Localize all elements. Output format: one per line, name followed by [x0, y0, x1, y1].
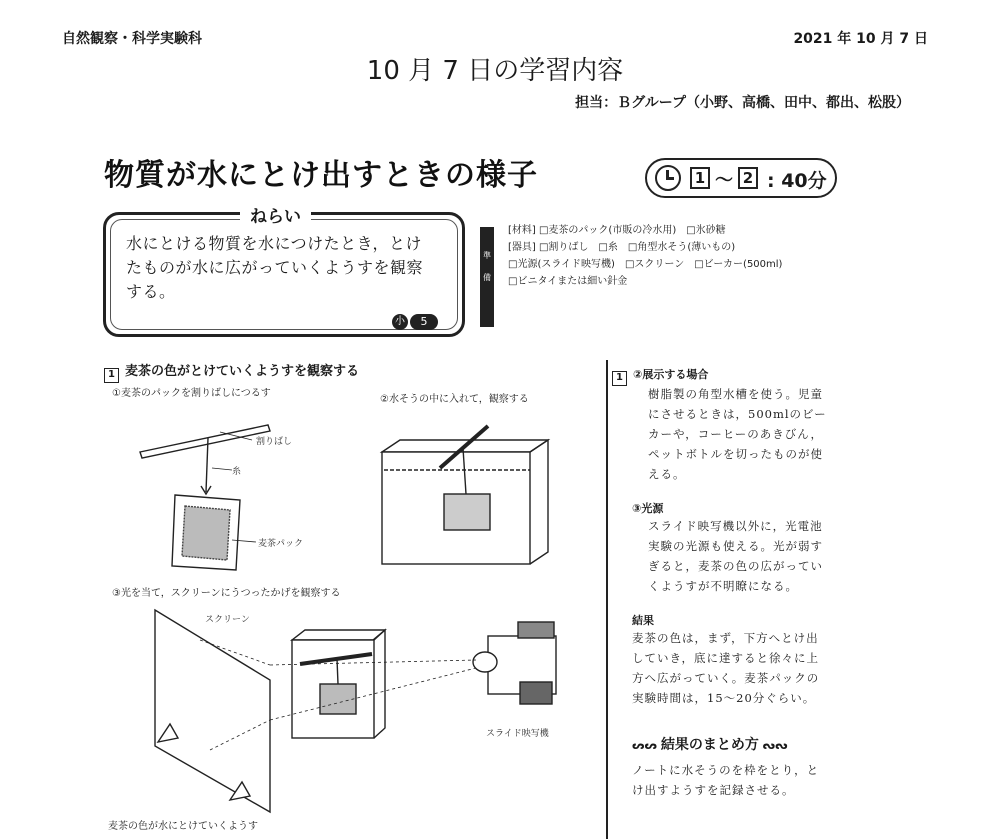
aim-text [126, 232, 456, 304]
prep-bar [480, 227, 494, 327]
water-tank-drawing [382, 426, 548, 564]
demo-line-5: える。 [648, 467, 686, 481]
light-line-3: ぎると，麦茶の色の広がってい [648, 559, 823, 573]
subject-label: 自然観察・科学実験科 [62, 31, 202, 47]
notes-demo-heading [612, 366, 708, 386]
aim-line-2: たものが水に広がっていくようすを観察 [126, 258, 424, 277]
notes-result-text [632, 628, 819, 708]
light-line-4: くようすが不明瞭になる。 [648, 579, 798, 593]
chopstick-pack-drawing [140, 425, 270, 570]
grade-badge-kanji: 小 [392, 314, 408, 330]
prep-line-4: □ビニタイまたは細い針金 [508, 276, 628, 287]
grade-badge-number: 5 [410, 314, 438, 330]
summary-line-2: け出すようすを記録させる。 [632, 783, 795, 797]
grade-badge [392, 314, 440, 330]
prep-line-3: □光源(スライド映写機) □スクリーン □ビーカー(500ml) [508, 259, 783, 270]
worksheet-title: 物質が水にとけ出すときの様子 [104, 158, 538, 193]
period-end-box: 2 [738, 167, 758, 189]
label-thread: 糸 [232, 467, 242, 477]
notes-demo-heading-text: ②展示する場合 [633, 368, 709, 381]
period-start-box: 1 [690, 167, 710, 189]
step-2-text: ②水そうの中に入れて，観察する [380, 394, 529, 405]
period-tilde: 〜 [715, 170, 733, 191]
figure-caption: 麦茶の色が水にとけていくようす [108, 821, 258, 832]
label-chopsticks: 割りばし [256, 437, 293, 447]
summary-text [632, 760, 837, 800]
page-title: 10 月 7 日の学習内容 [366, 56, 624, 86]
notes-demo-text [648, 384, 827, 484]
prep-line-1: [材料] □麦茶のパック(市販の冷水用) □氷砂糖 [508, 225, 726, 236]
section1-number: 1 [104, 368, 119, 383]
label-projector: スライド映写機 [486, 729, 549, 739]
notes-light-heading: ③光源 [632, 502, 664, 515]
step-3-text: ③光を当て，スクリーンにうつったかげを観察する [112, 588, 341, 599]
label-screen: スクリーン [205, 615, 250, 625]
section1-heading [104, 360, 359, 383]
result-line-2: していき，底に達すると徐々に上 [632, 651, 820, 665]
result-line-1: 麦茶の色は，まず，下方へとけ出 [632, 631, 819, 645]
prep-line-2: [器具] □割りばし □糸 □角型水そう(薄いもの) [508, 242, 736, 253]
summary-heading [632, 734, 788, 754]
aim-line-1: 水にとける物質を水につけたとき，とけ [126, 234, 423, 253]
light-line-2: 実験の光源も使える。光が弱す [648, 539, 823, 553]
result-line-4: 実験時間は，15〜20分ぐらい。 [632, 691, 816, 705]
demo-line-4: ペットボトルを切ったものが使 [648, 447, 823, 461]
notes-light-text [648, 516, 823, 596]
staff-label: 担当：Ｂグループ（小野、高橋、田中、都出、松股） [575, 95, 910, 111]
demo-line-1: 樹脂製の角型水槽を使う。児童 [648, 387, 823, 401]
label-pack: 麦茶パック [258, 539, 304, 549]
notes-number: 1 [612, 371, 627, 386]
summary-heading-text: 結果のまとめ方 [660, 737, 759, 753]
aim-line-3: する。 [126, 282, 176, 301]
prep-label: 準備 [483, 251, 491, 282]
notes-result-heading: 結果 [632, 614, 654, 627]
projection-setup-drawing [155, 610, 556, 812]
notes-divider [606, 360, 608, 839]
summary-line-1: ノートに水そうのを枠をとり，と [632, 763, 820, 777]
light-line-1: スライド映写機以外に，光電池 [648, 519, 823, 533]
summary-right-ornament-icon: ᔓᔓ [758, 739, 788, 752]
aim-heading: ねらい [240, 202, 311, 227]
demo-line-2: にさせるときは，500mlのビー [648, 407, 827, 421]
timer-duration: : 40分 [767, 170, 827, 192]
clock-icon [655, 165, 681, 191]
step-1-text: ①麦茶のパックを割りばしにつるす [112, 388, 271, 399]
section1-heading-text: 麦茶の色がとけていくようすを観察する [125, 364, 360, 379]
date-label: 2021 年 10 月 7 日 [793, 31, 928, 47]
summary-left-ornament-icon: ᔕᔕ [632, 739, 661, 752]
demo-line-3: カーや，コーヒーのあきびん， [648, 427, 823, 441]
prep-list [508, 222, 782, 290]
result-line-3: 方へ広がっていく。麦茶パックの [632, 671, 820, 685]
